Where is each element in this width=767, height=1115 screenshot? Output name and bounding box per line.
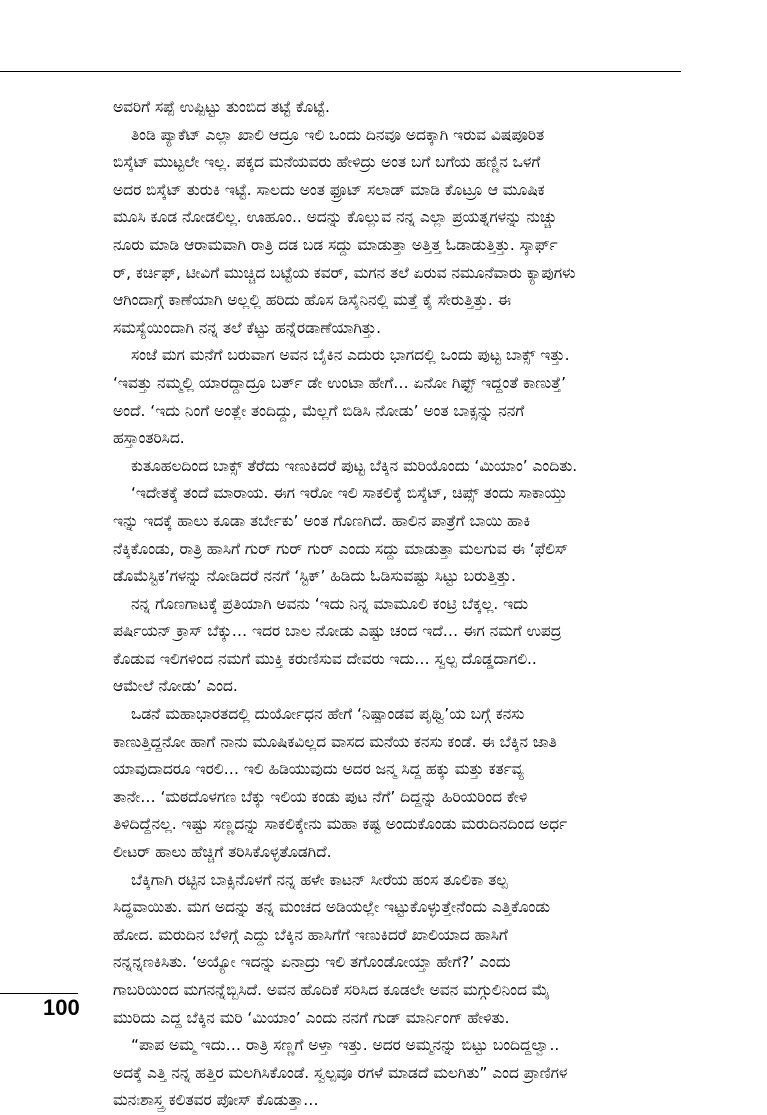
text-line: ಬೆಕ್ಕಿಗಾಗಿ ರಟ್ಟಿನ ಬಾಕ್ಸಿನೊಳಗೆ ನನ್ನ ಹಳೇ ಕಾಟನ್ ಸೀರೆಯ ಹಂಸ ತೂಲಿಕಾ ತಲ್ಪ	[131, 870, 508, 889]
text-line: ಅಂದೆ. ‘ಇದು ನಿಂಗೆ ಅಂತ್ಲೇ ತಂದಿದ್ದು, ಮೆಲ್ಲಗೆ ಬಿಡಿಸಿ ನೋಡು’ ಅಂತ ಬಾಕ್ಸನ್ನು ನನಗೆ	[113, 401, 525, 420]
text-line: ಮೂಸಿ ಕೂಡ ನೋಡಲಿಲ್ಲ. ಊಹೂಂ.. ಅದನ್ನು ಕೊಲ್ಲುವ ನನ್ನ ಎಲ್ಲಾ ಪ್ರಯತ್ನಗಳನ್ನು ನುಚ್ಚು	[113, 208, 557, 227]
text-line: ಹಸ್ತಾಂತರಿಸಿದ.	[113, 429, 185, 448]
text-line: ಸಿದ್ಧವಾಯಿತು. ಮಗ ಅದನ್ನು ತನ್ನ ಮಂಚದ ಅಡಿಯಲ್ಲೇ ಇಟ್ಟುಕೊಳ್ಳುತ್ತೇನೆಂದು ಎತ್ತಿಕೊಂಡು	[113, 898, 551, 917]
text-line: ಮನಃಶಾಸ್ತ್ರ ಕಲಿತವರ ಪೋಸ್ ಕೊಡುತ್ತಾ…	[113, 1091, 319, 1110]
page-number: 100	[43, 995, 80, 1020]
text-line: ನನ್ನನ್ನಣಕಿಸಿತು. ‘ಅಯ್ಯೋ ಇದನ್ನು ಏನಾದ್ರು ಇಲಿ ತಗೊಂಡೋಯ್ತಾ ಹೇಗೆ?’ ಎಂದು	[113, 953, 511, 972]
text-line: ಕುತೂಹಲದಿಂದ ಬಾಕ್ಸ್ ತೆರೆದು ಇಣುಕಿದರೆ ಪುಟ್ಟ ಬೆಕ್ಕಿನ ಮರಿಯೊಂದು ‘ಮಿಯಾಂ’ ಎಂದಿತು.	[131, 456, 578, 475]
text-line: ಯಾವುದಾದರೂ ಇರಲಿ… ಇಲಿ ಹಿಡಿಯುವುದು ಅದರ ಜನ್ಮ ಸಿದ್ದ ಹಕ್ಕು ಮತ್ತು ಕರ್ತವ್ಯ	[113, 760, 524, 779]
text-line: ಸಂಜೆ ಮಗ ಮನೆಗೆ ಬರುವಾಗ ಅವನ ಬೈಕಿನ ಎದುರು ಭಾಗದಲ್ಲಿ ಒಂದು ಪುಟ್ಟ ಬಾಕ್ಸ್ ಇತ್ತು.	[131, 346, 570, 365]
text-line: ಅವರಿಗೆ ಸಪ್ಪೆ ಉಪ್ಪಿಟ್ಟು ತುಂಬಿದ ತಟ್ಟೆ ಕೊಟ್ಟೆ.	[113, 98, 330, 116]
text-line: ಇನ್ನು ಇದಕ್ಕೆ ಹಾಲು ಕೂಡಾ ತರ್ಬೇಕು’ ಅಂತ ಗೊಣಗಿದೆ. ಹಾಲಿನ ಪಾತ್ರೆಗೆ ಬಾಯಿ ಹಾಕಿ	[113, 511, 531, 530]
text-line: ಹೋದ. ಮರುದಿನ ಬೆಳಿಗ್ಗೆ ಎದ್ದು ಬೆಕ್ಕಿನ ಹಾಸಿಗೆಗೆ ಇಣುಕಿದರೆ ಖಾಲಿಯಾದ ಹಾಸಿಗೆ	[113, 925, 508, 944]
text-line: ತಿಂಡಿ ಪ್ಯಾಕೆಟ್ ಎಲ್ಲಾ ಖಾಲಿ ಆದ್ರೂ ಇಲಿ ಒಂದು ದಿನವೂ ಅದಕ್ಕಾಗಿ ಇರುವ ವಿಷಪೂರಿತ	[131, 125, 545, 144]
text-line: ಲೀಟರ್ ಹಾಲು ಹೆಚ್ಚಿಗೆ ತರಿಸಿಕೊಳ್ಳತೊಡಗಿದೆ.	[113, 843, 332, 862]
text-line: ನನ್ನ ಗೊಣಗಾಟಕ್ಕೆ ಪ್ರತಿಯಾಗಿ ಅವನು ‘ಇದು ನಿನ್ನ ಮಾಮೂಲಿ ಕಂಟ್ರಿ ಬೆಕ್ಕಲ್ಲ. ಇದು	[131, 594, 528, 613]
text-line: ಮುರಿದು ಎದ್ದ ಬೆಕ್ಕಿನ ಮರಿ ‘ಮಿಯಾಂ’ ಎಂದು ನನಗೆ ಗುಡ್ ಮಾರ್ನಿಂಗ್ ಹೇಳಿತು.	[113, 1008, 510, 1027]
text-line: ಕಾಣುತ್ತಿದ್ದನೋ ಹಾಗೆ ನಾನು ಮೂಷಿಕವಿಲ್ಲದ ವಾಸದ ಮನೆಯ ಕನಸು ಕಂಡೆ. ಈ ಬೆಕ್ಕಿನ ಜಾತಿ	[113, 732, 557, 751]
text-line: ಪರ್ಷಿಯನ್ ಕ್ರಾಸ್ ಬೆಕ್ಕು… ಇದರ ಬಾಲ ನೋಡು ಎಷ್ಟು ಚಂದ ಇದೆ… ಈಗ ನಮಗೆ ಉಪದ್ರ	[113, 622, 562, 641]
text-line: ಗಾಬರಿಯಿಂದ ಮಗನನ್ನೆಬ್ಬಿಸಿದೆ. ಅವನ ಹೊದಿಕೆ ಸರಿಸಿದ ಕೂಡಲೇ ಅವನ ಮಗ್ಗುಲಿನಿಂದ ಮೈ	[113, 981, 550, 999]
text-line: ಬಿಸ್ಕೆಟ್ ಮುಟ್ಟಲೇ ಇಲ್ಲ. ಪಕ್ಕದ ಮನೆಯವರು ಹೇಳಿದ್ರು ಅಂತ ಬಗೆ ಬಗೆಯ ಹಣ್ಣಿನ ಒಳಗೆ	[113, 153, 541, 172]
text-line: ಅದರ ಬಿಸ್ಕೆಟ್ ತುರುಕಿ ಇಟ್ಟೆ. ಸಾಲದು ಅಂತ ಫ್ರೂಟ್ ಸಲಾಡ್ ಮಾಡಿ ಕೊಟ್ರೂ ಆ ಮೂಷಿಕ	[113, 180, 545, 199]
text-line: ಅದಕ್ಕೆ ಎತ್ತಿ ನನ್ನ ಹತ್ತಿರ ಮಲಗಿಸಿಕೊಂಡೆ. ಸ್ವಲ್ಪವೂ ರಗಳೆ ಮಾಡದೆ ಮಲಗಿತು” ಎಂದ ಪ್ರಾಣಿಗಳ	[113, 1063, 568, 1082]
page-body-text	[113, 94, 670, 1115]
text-line: ಸಮಸ್ಯೆಯಿಂದಾಗಿ ನನ್ನ ತಲೆ ಕೆಟ್ಟು ಹನ್ನೆರಡಾಣೆಯಾಗಿತ್ತು.	[113, 318, 382, 337]
text-line: ತಾನೇ… ‘ಮಠದೊಳಗಣ ಬೆಕ್ಕು ಇಲಿಯ ಕಂಡು ಪುಟ ನೆಗೆ’ ದಿದ್ದನ್ನು ಹಿರಿಯರಿಂದ ಕೇಳಿ	[113, 787, 528, 806]
text-line: ಆಮೇಲೆ ನೋಡು’ ಎಂದ.	[113, 677, 238, 696]
text-line: ಕೊಡುವ ಇಲಿಗಳಿಂದ ನಮಗೆ ಮುಕ್ತಿ ಕರುಣಿಸುವ ದೇವರು ಇದು… ಸ್ವಲ್ಪ ದೊಡ್ಡದಾಗಲಿ..	[113, 649, 537, 668]
text-line: ನೆಕ್ಕಿಕೊಂಡು, ರಾತ್ರಿ ಹಾಸಿಗೆ ಗುರ್ ಗುರ್ ಗುರ್ ಎಂದು ಸದ್ದು ಮಾಡುತ್ತಾ ಮಲಗುವ ಈ ‘ಫೆಲಿಸ್	[113, 539, 569, 558]
header-rule	[0, 71, 681, 72]
text-line: ‘ಇದೇತಕ್ಕೆ ತಂದೆ ಮಾರಾಯ. ಈಗ ಇರೋ ಇಲಿ ಸಾಕಲಿಕ್ಕೆ ಬಿಸ್ಕೆಟ್, ಚಿಪ್ಸ್ ತಂದು ಸಾಕಾಯ್ತು	[131, 484, 568, 503]
text-line: ಒಡನೆ ಮಹಾಭಾರತದಲ್ಲಿ ದುರ್ಯೋಧನ ಹೇಗೆ ‘ನಿಷ್ಪಾಂಡವ ಪೃಥ್ವಿ’ಯ ಬಗ್ಗೆ ಕನಸು	[131, 705, 525, 724]
text-line: ತಿಳಿದಿದ್ದೆನಲ್ಲ. ಇಷ್ಟು ಸಣ್ಣದನ್ನು ಸಾಕಲಿಕ್ಕೇನು ಮಹಾ ಕಷ್ಟ ಅಂದುಕೊಂಡು ಮರುದಿನದಿಂದ ಅರ್ಧ	[113, 815, 568, 834]
text-line: ರ್, ಕರ್ಚಿಫ್, ಟೀವಿಗೆ ಮುಚ್ಚಿದ ಬಟ್ಟೆಯ ಕವರ್, ಮಗನ ತಲೆ ಏರುವ ನಮೂನೆವಾರು ಕ್ಯಾಪುಗಳು	[113, 263, 576, 282]
text-line: ಡೊಮೆಸ್ಟಿಕ’ಗಳನ್ನು ನೋಡಿದರೆ ನನಗೆ ‘ಸ್ಟಿಕ್’ ಹಿಡಿದು ಓಡಿಸುವಷ್ಟು ಸಿಟ್ಟು ಬರುತ್ತಿತ್ತು.	[113, 567, 516, 586]
text-line: ನೂರು ಮಾಡಿ ಆರಾಮವಾಗಿ ರಾತ್ರಿ ದಡ ಬಡ ಸದ್ದು ಮಾಡುತ್ತಾ ಅತ್ತಿತ್ತ ಓಡಾಡುತ್ತಿತ್ತು. ಸ್ಕಾರ್ಫ್	[113, 235, 558, 254]
text-line: ‘ಇವತ್ತು ನಮ್ಮಲ್ಲಿ ಯಾರದ್ದಾದ್ರೂ ಬರ್ತ್ ಡೇ ಉಂಟಾ ಹೇಗೆ… ಏನೋ ಗಿಫ್ಟ್ ಇದ್ದಂತೆ ಕಾಣುತ್ತೆ’	[113, 373, 567, 392]
text-line: ಆಗಿಂದಾಗ್ಗೆ ಕಾಣೆಯಾಗಿ ಅಲ್ಲಲ್ಲಿ ಹರಿದು ಹೊಸ ಡಿಸೈನಿನಲ್ಲಿ ಮತ್ತೆ ಕೈ ಸೇರುತ್ತಿತ್ತು. ಈ	[113, 291, 511, 310]
text-line: “ಪಾಪ ಅಮ್ಮ ಇದು… ರಾತ್ರಿ ಸಣ್ಣಗೆ ಅಳ್ತಾ ಇತ್ತು. ಅದರ ಅಮ್ಮನನ್ನು ಬಿಟ್ಟು ಬಂದಿದ್ದಲ್ವಾ..	[131, 1036, 560, 1055]
